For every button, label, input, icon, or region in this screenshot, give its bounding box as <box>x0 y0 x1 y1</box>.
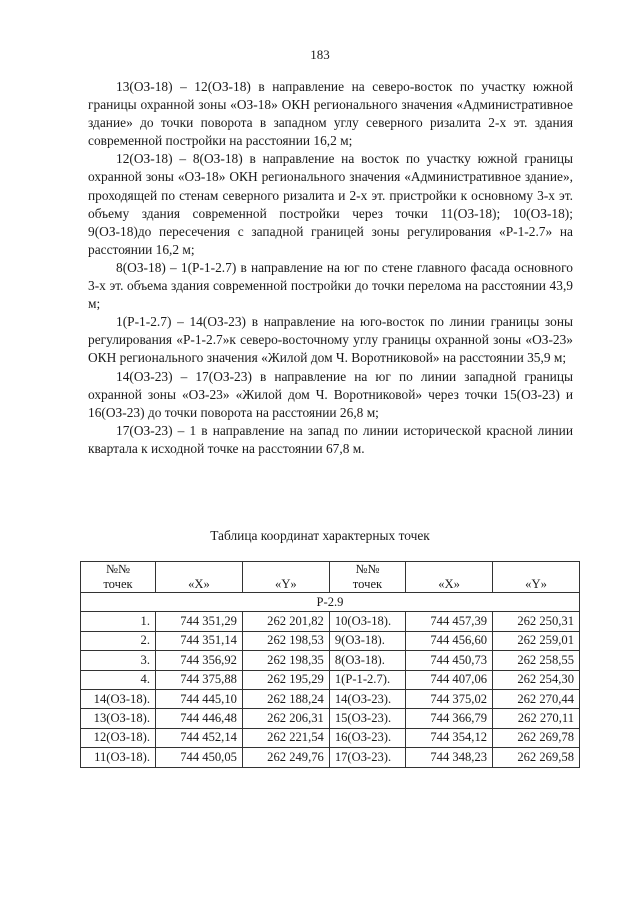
point-number-2: 15(ОЗ-23). <box>329 709 405 728</box>
point-number: 13(ОЗ-18). <box>81 709 156 728</box>
point-number-2: 10(ОЗ-18). <box>329 612 405 631</box>
header-y: «Y» <box>242 562 329 593</box>
table-row <box>81 631 580 650</box>
x-coord-2: 744 375,02 <box>406 689 493 708</box>
paragraph: 12(ОЗ-18) – 8(ОЗ-18) в направление на восток по участку южной границы охранной зоны «ОЗ-18» ОКН регионального значения «Административное здание», проходящей по стенам северного ризалита и 2-х эт. пристройки к основному 3-х эт. объему здания современной постройки через точки 11(ОЗ-18); 10(ОЗ-18); 9(ОЗ-18)до пересечения с западной границей зоны регулирования «Р-1-2.7» на расстоянии 16,2 м; <box>88 151 573 257</box>
body-text <box>88 78 573 458</box>
point-number: 12(ОЗ-18). <box>81 728 156 747</box>
y-coord-2: 262 258,55 <box>493 651 580 670</box>
point-number: 14(ОЗ-18). <box>81 689 156 708</box>
point-number: 2. <box>81 631 156 650</box>
x-coord: 744 375,88 <box>155 670 242 689</box>
paragraph: 14(ОЗ-23) – 17(ОЗ-23) в направление на юг по линии западной границы охранной зоны «ОЗ-23» «Жилой дом Ч. Воротниковой» через точки 15(ОЗ-23) и 16(ОЗ-23) до точки поворота на расстоянии 26,8 м; <box>88 368 573 420</box>
point-number: 4. <box>81 670 156 689</box>
page-number: 183 <box>310 47 330 62</box>
header-x-2: «X» <box>406 562 493 593</box>
x-coord: 744 445,10 <box>155 689 242 708</box>
y-coord: 262 221,54 <box>242 728 329 747</box>
x-coord-2: 744 457,39 <box>406 612 493 631</box>
y-coord: 262 201,82 <box>242 612 329 631</box>
x-coord-2: 744 407,06 <box>406 670 493 689</box>
point-number: 3. <box>81 651 156 670</box>
paragraph: 1(Р-1-2.7) – 14(ОЗ-23) в направление на юго-восток по линии границы зоны регулирования «Р-1-2.7»к северо-восточному углу границы охранной зоны «ОЗ-23» ОКН регионального значения «Жилой дом Ч. Воротниковой» на расстоянии 35,9 м; <box>88 314 573 366</box>
table-group-row <box>81 593 580 612</box>
paragraph: 17(ОЗ-23) – 1 в направление на запад по линии исторической красной линии квартала к исходной точке на расстоянии 67,8 м. <box>88 422 573 456</box>
y-coord-2: 262 269,78 <box>493 728 580 747</box>
y-coord-2: 262 254,30 <box>493 670 580 689</box>
y-coord: 262 195,29 <box>242 670 329 689</box>
x-coord: 744 452,14 <box>155 728 242 747</box>
y-coord-2: 262 269,58 <box>493 748 580 767</box>
y-coord-2: 262 250,31 <box>493 612 580 631</box>
table-row <box>81 728 580 747</box>
header-y-2: «Y» <box>493 562 580 593</box>
header-point-number: №№ точек <box>81 562 156 593</box>
table-row <box>81 689 580 708</box>
table-header-row <box>81 562 580 593</box>
x-coord-2: 744 366,79 <box>406 709 493 728</box>
x-coord: 744 446,48 <box>155 709 242 728</box>
point-number-2: 9(ОЗ-18). <box>329 631 405 650</box>
table-body <box>81 612 580 767</box>
y-coord: 262 198,53 <box>242 631 329 650</box>
x-coord-2: 744 354,12 <box>406 728 493 747</box>
y-coord: 262 206,31 <box>242 709 329 728</box>
paragraph: 8(ОЗ-18) – 1(Р-1-2.7) в направление на юг по стене главного фасада основного 3-х эт. объема здания современной постройки до точки перелома на расстоянии 43,9 м; <box>88 259 573 312</box>
y-coord-2: 262 270,44 <box>493 689 580 708</box>
table-row <box>81 651 580 670</box>
point-number-2: 16(ОЗ-23). <box>329 728 405 747</box>
table-row <box>81 748 580 767</box>
x-coord-2: 744 348,23 <box>406 748 493 767</box>
y-coord: 262 249,76 <box>242 748 329 767</box>
point-number-2: 8(ОЗ-18). <box>329 651 405 670</box>
x-coord: 744 351,29 <box>155 612 242 631</box>
x-coord: 744 356,92 <box>155 651 242 670</box>
header-point-number-2: №№ точек <box>329 562 405 593</box>
x-coord-2: 744 456,60 <box>406 631 493 650</box>
group-label: Р-2.9 <box>81 593 580 612</box>
table-row <box>81 709 580 728</box>
point-number-2: 17(ОЗ-23). <box>329 748 405 767</box>
y-coord-2: 262 270,11 <box>493 709 580 728</box>
point-number-2: 14(ОЗ-23). <box>329 689 405 708</box>
x-coord-2: 744 450,73 <box>406 651 493 670</box>
point-number: 11(ОЗ-18). <box>81 748 156 767</box>
x-coord: 744 351,14 <box>155 631 242 650</box>
paragraph: 13(ОЗ-18) – 12(ОЗ-18) в направление на северо-восток по участку южной границы охранной зоны «ОЗ-18» ОКН регионального значения «Административное здание» до точки поворота в западном углу северного ризалита 2-х эт. здания современной постройки на расстоянии 16,2 м; <box>88 79 573 149</box>
y-coord: 262 198,35 <box>242 651 329 670</box>
coordinates-table <box>80 561 580 768</box>
table-caption: Таблица координат характерных точек <box>210 528 430 543</box>
table-row <box>81 612 580 631</box>
y-coord-2: 262 259,01 <box>493 631 580 650</box>
header-x: «X» <box>155 562 242 593</box>
point-number: 1. <box>81 612 156 631</box>
table-row <box>81 670 580 689</box>
x-coord: 744 450,05 <box>155 748 242 767</box>
point-number-2: 1(Р-1-2.7). <box>329 670 405 689</box>
y-coord: 262 188,24 <box>242 689 329 708</box>
